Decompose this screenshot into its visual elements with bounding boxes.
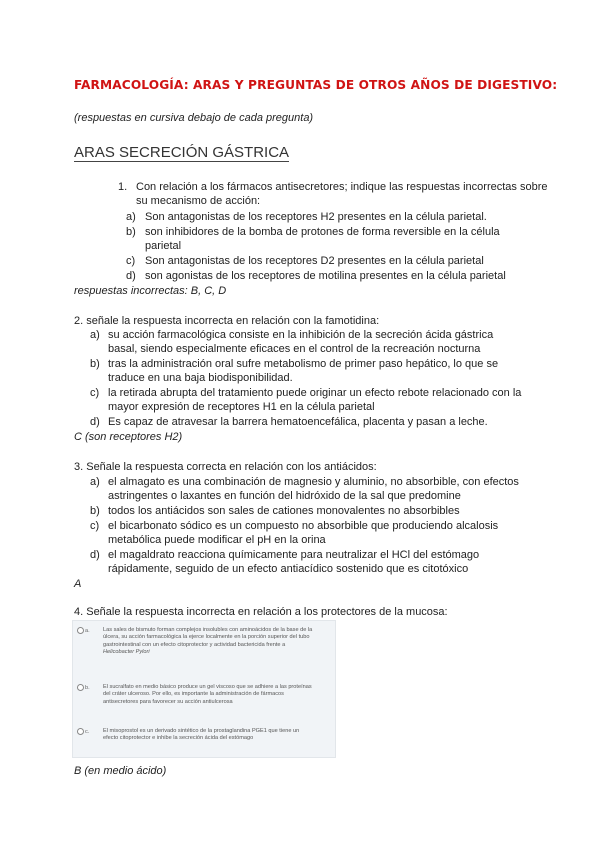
q3-option-c-line2: metabólica puede modificar el pH en la orina (108, 534, 326, 546)
q2-option-a-letter: a) (90, 329, 100, 341)
q2-option-d-letter: d) (90, 416, 100, 428)
quiz-screenshot (72, 620, 336, 758)
q4-option-b-line1: El sucralfato en medio básico produce un gel viscoso que se adhiere a las proteínas (103, 684, 312, 690)
q3-option-a-line1: el almagato es una combinación de magnesio y aluminio, no absorbible, con efectos (108, 476, 519, 488)
q1-option-a: Son antagonistas de los receptores H2 presentes en la célula parietal. (145, 211, 487, 223)
q1-option-c: Son antagonistas de los receptores D2 presentes en la célula parietal (145, 255, 484, 267)
q4-option-a-line1: Las sales de bismuto forman complejos insolubles con aminoácidos de la base de la (103, 627, 313, 633)
q1-option-b-letter: b) (126, 226, 136, 238)
q3-answer: A (74, 578, 82, 590)
q3-option-b-letter: b) (90, 505, 100, 517)
q1-option-d-letter: d) (126, 270, 136, 282)
radio-icon (77, 684, 84, 691)
q4-option-c-letter: c. (85, 728, 90, 735)
q4-answer: B (en medio ácido) (74, 765, 167, 777)
radio-icon (77, 627, 84, 634)
q4-option-a-line2: úlcera, su acción farmacológica la ejerce localmente en la porción superior del tubo (103, 634, 310, 641)
q2-stem: 2. señale la respuesta incorrecta en relación con la famotidina: (74, 315, 380, 327)
q4-option-b-letter: b. (85, 684, 90, 691)
q4-option-a-letter: a. (85, 627, 90, 634)
q2-option-b-line1: tras la administración oral sufre metabolismo de primer paso hepático, lo que se (108, 358, 499, 370)
q3-option-d-line2: rápidamente, seguido de un efecto antiacídico sostenido que es citotóxico (108, 563, 469, 575)
q3-option-c-line1: el bicarbonato sódico es un compuesto no absorbible que produciendo alcalosis (108, 520, 499, 532)
q3-stem: 3. Señale la respuesta correcta en relación con los antiácidos: (74, 461, 377, 473)
q2-option-d: Es capaz de atravesar la barrera hematoencefálica, placenta y pasan a leche. (108, 416, 488, 428)
q2-option-a-line1: su acción farmacológica consiste en la inhibición de la secreción ácida gástrica (108, 329, 494, 341)
instructions-note: (respuestas en cursiva debajo de cada pregunta) (74, 112, 314, 124)
q1-option-d: son agonistas de los receptores de motilina presentes en la célula parietal (145, 270, 506, 282)
q4-option-b-line3: antisecretores para favorecer su acción antiulcerosa (103, 698, 233, 705)
q1-number: 1. (118, 181, 128, 193)
q1-option-c-letter: c) (126, 255, 136, 267)
q1-stem-line2: su mecanismo de acción: (136, 195, 261, 207)
q4-option-b-line2: del cráter ulceroso. Por ello, es importante la administración de fármacos (103, 691, 284, 698)
q4-option-c-line2: efecto citoprotector e inhibe la secreción ácida del estómago (103, 735, 254, 742)
radio-icon (77, 728, 84, 735)
q3-option-b: todos los antiácidos son sales de cationes monovalentes no absorbibles (108, 505, 460, 517)
q2-option-c-line1: la retirada abrupta del tratamiento puede originar un efecto rebote relacionado con la (108, 387, 522, 399)
q1-option-a-letter: a) (126, 211, 136, 223)
q2-option-b-line2: traduce en una baja biodisponibilidad. (108, 372, 293, 384)
q4-stem: 4. Señale la respuesta incorrecta en relación a los protectores de la mucosa: (74, 606, 448, 618)
q4-option-a-line4: Helicobacter Pylori (103, 649, 150, 656)
q3-option-d-line1: el magaldrato reacciona químicamente para neutralizar el HCl del estómago (108, 549, 480, 561)
q4-option-b (77, 684, 312, 705)
q3-option-d-letter: d) (90, 549, 100, 561)
q2-option-c-letter: c) (90, 387, 100, 399)
q1-option-b-line1: son inhibidores de la bomba de protones de forma reversible en la célula (145, 226, 500, 238)
section-heading: ARAS SECRECIÓN GÁSTRICA (74, 144, 290, 161)
q3-option-c-letter: c) (90, 520, 100, 532)
q3-option-a-line2: astringentes o laxantes en función del hidróxido de la sal que predomine (108, 490, 461, 502)
q4-option-a (77, 627, 313, 656)
q2-option-c-line2: mayor expresión de receptores H1 en la célula parietal (108, 401, 375, 413)
q3-option-a-letter: a) (90, 476, 100, 488)
q4-option-c (77, 728, 300, 742)
document-title: FARMACOLOGÍA: ARAS Y PREGUNTAS DE OTROS AÑOS DE DIGESTIVO: (74, 78, 558, 92)
q1-answer: respuestas incorrectas: B, C, D (74, 285, 227, 297)
q1-option-b-line2: parietal (145, 240, 182, 252)
q4-option-c-line1: El misoprostol es un derivado sintético de la prostaglandina PGE1 que tiene un (103, 728, 300, 734)
q4-option-a-line3: gastrointestinal con un efecto citoprotector y actividad bactericida frente a (103, 641, 286, 648)
q1-stem-line1: Con relación a los fármacos antisecretores; indique las respuestas incorrectas sobre (136, 181, 548, 193)
q2-option-b-letter: b) (90, 358, 100, 370)
q2-answer: C (son receptores H2) (74, 431, 183, 443)
q2-option-a-line2: basal, siendo especialmente eficaces en el control de la recreación nocturna (108, 343, 481, 355)
